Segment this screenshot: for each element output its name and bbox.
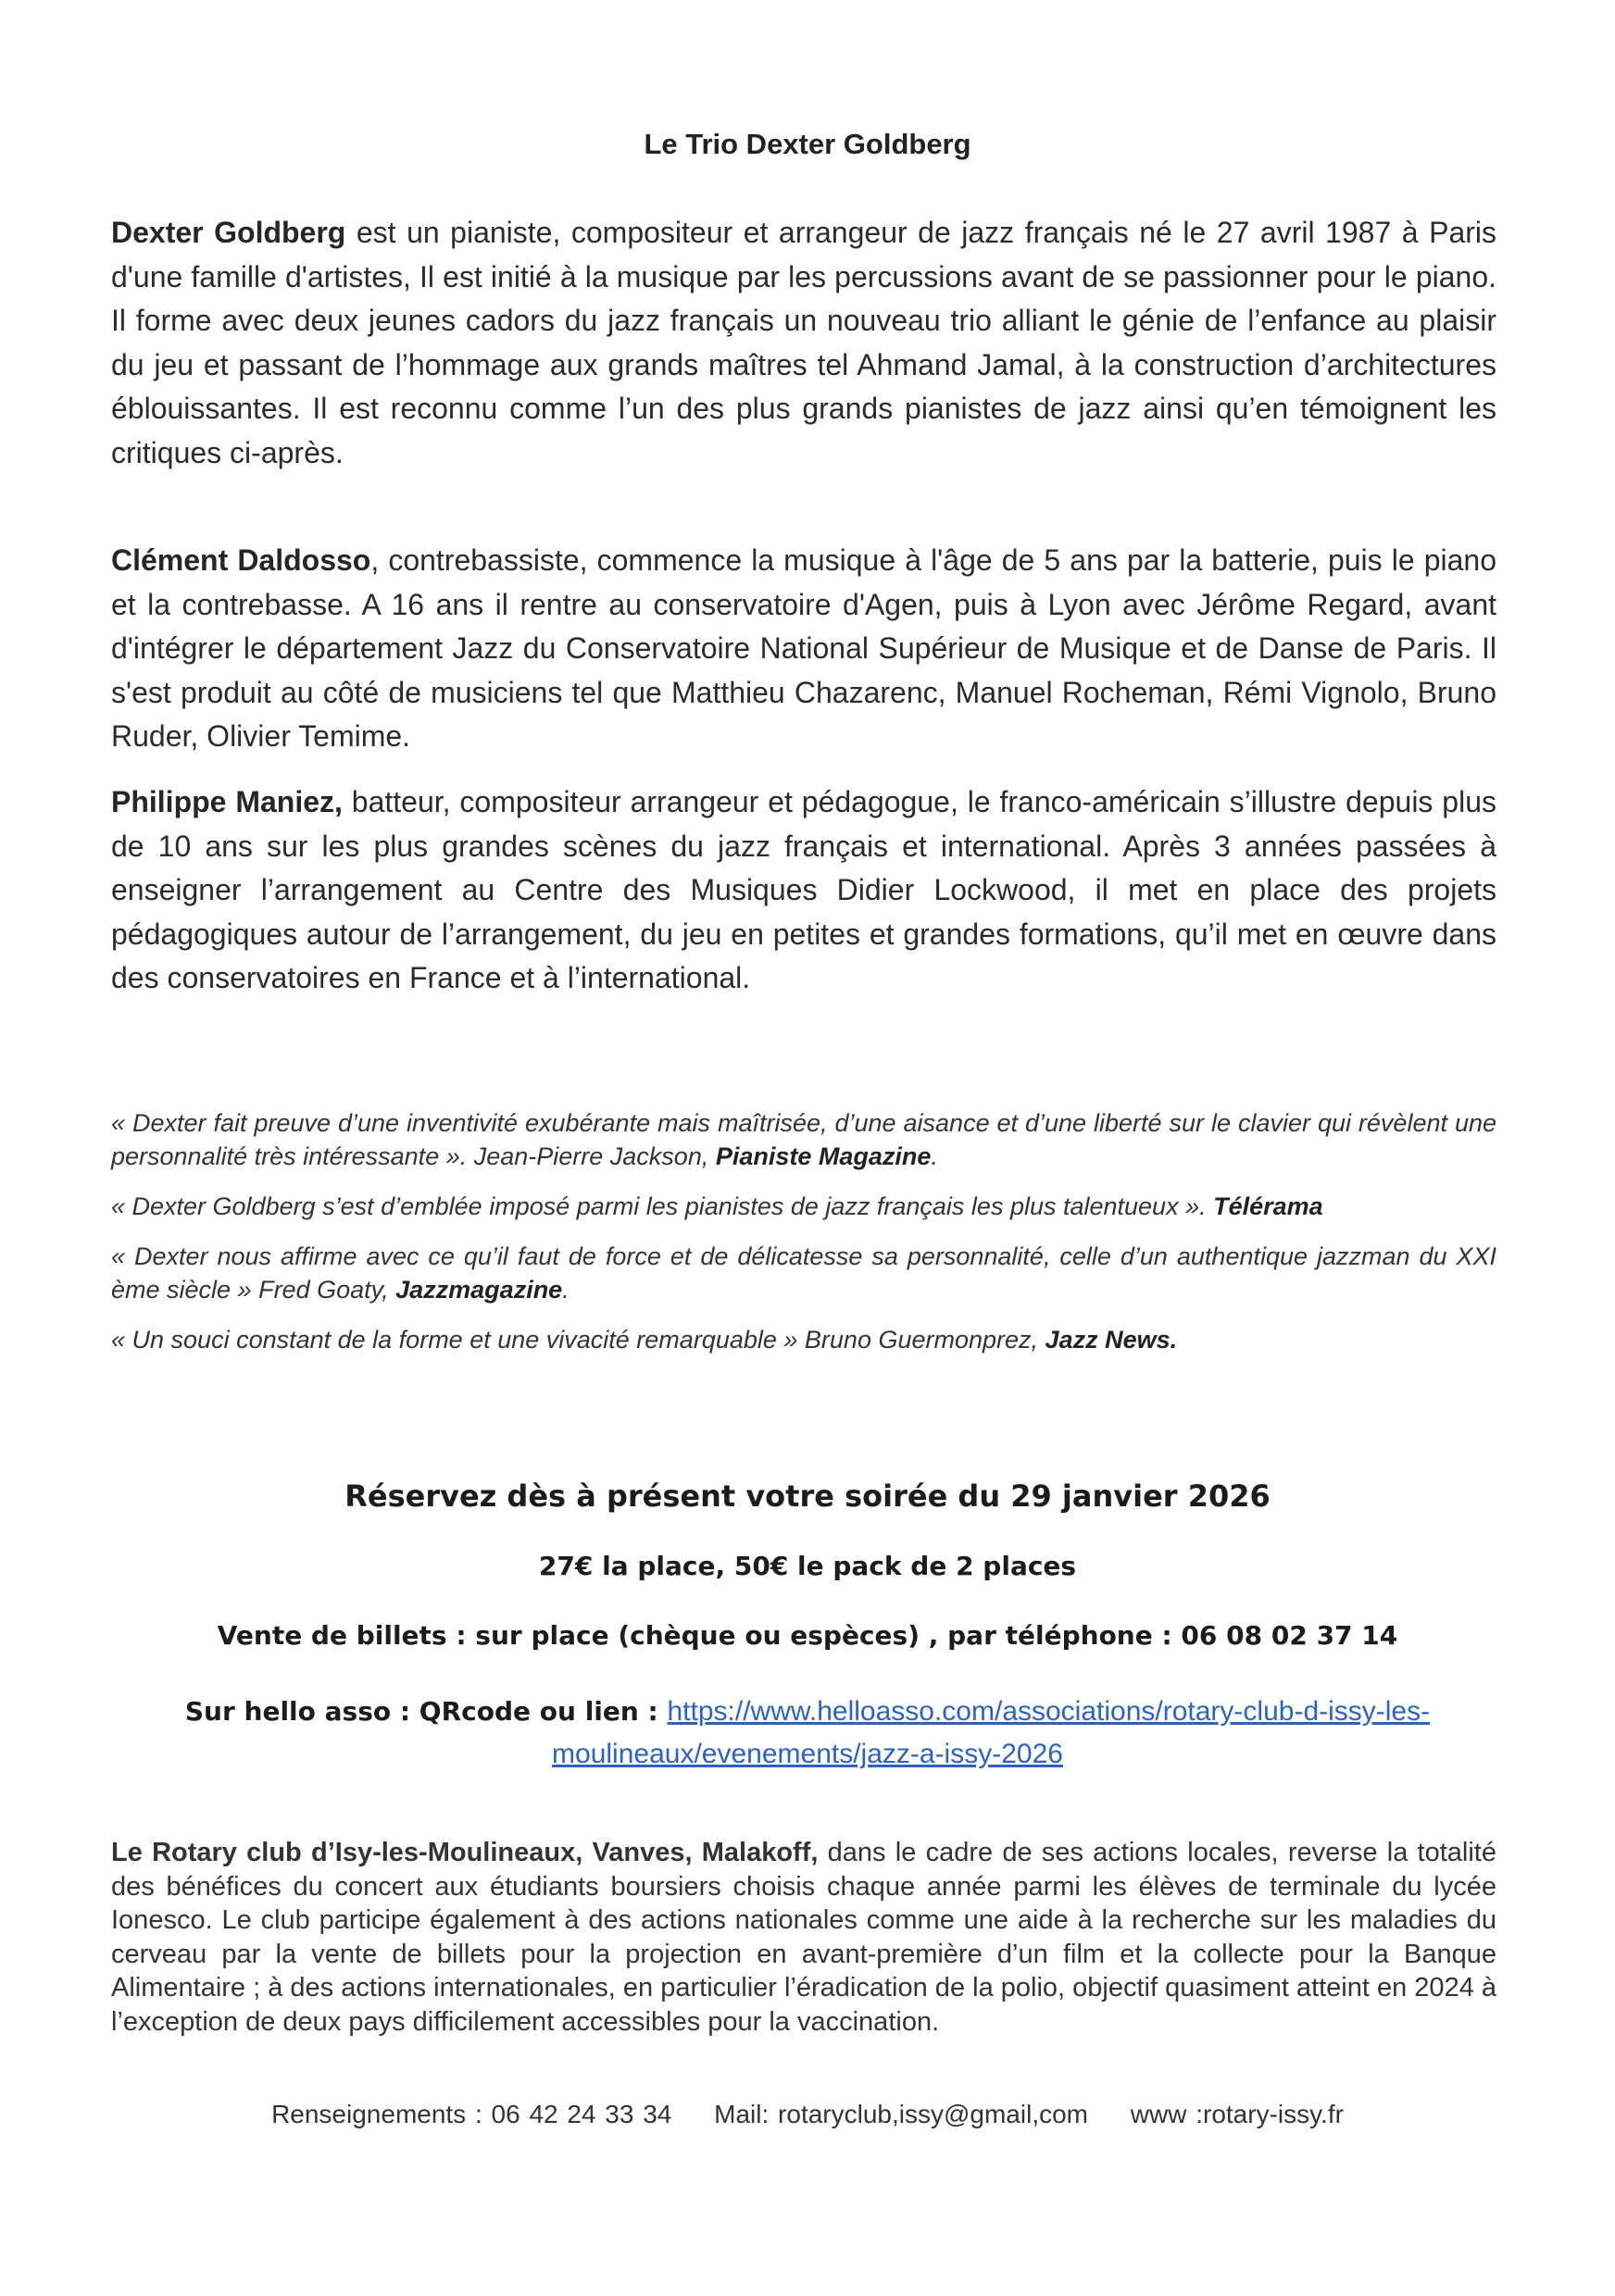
quote-text: « Dexter nous affirme avec ce qu’il faut de force et de délicatesse sa personnalité, celle d’un authentique jazzman du XXI ème siècle » Fred Goaty,: [111, 1242, 1496, 1304]
bio-clement-text: , contrebassiste, commence la musique à l'âge de 5 ans par la batterie, puis le piano et la contrebasse. A 16 ans il rentre au conservatoire d'Agen, puis à Lyon avec Jérôme Regard, avant d'intégrer le département Jazz du Conservatoire National Supérieur de Musique et de Danse de Paris. Il s'est produit au côté de musiciens tel que Matthieu Chazarenc, Manuel Rocheman, Rémi Vignolo, Bruno Ruder, Olivier Temime.: [111, 543, 1497, 753]
press-quote: [111, 1240, 1496, 1306]
bio-dexter-name: Dexter Goldberg: [111, 216, 346, 249]
rotary-paragraph: [111, 1836, 1496, 2039]
bio-clement: [111, 539, 1496, 759]
booking-headline: Réservez dès à présent votre soirée du 29 janvier 2026: [344, 1479, 1271, 1514]
quote-source: Télérama: [1213, 1192, 1323, 1220]
press-quote: [111, 1106, 1496, 1173]
bio-clement-name: Clément Daldosso: [111, 543, 371, 577]
contacts-line: [0, 2100, 1615, 2129]
rotary-name: Le Rotary club d’Isy-les-Moulineaux, Vanves, Malakoff,: [111, 1838, 819, 1867]
quote-source: Pianiste Magazine: [715, 1142, 932, 1170]
press-quote: [111, 1190, 1496, 1223]
bio-philippe-name: Philippe Maniez,: [111, 785, 343, 818]
bio-philippe: [111, 780, 1496, 1001]
quote-source: Jazz News.: [1045, 1326, 1178, 1354]
helloasso-link-continued[interactable]: moulineaux/evenements/jazz-a-issy-2026: [552, 1739, 1063, 1769]
quote-tail: .: [562, 1276, 570, 1304]
contact-mail[interactable]: Mail: rotaryclub,issy@gmail,com: [714, 2100, 1088, 2128]
contact-phone: Renseignements : 06 42 24 33 34: [271, 2100, 672, 2128]
booking-sales: Vente de billets : sur place (chèque ou espèces) , par téléphone : 06 08 02 37 14: [217, 1620, 1398, 1651]
bio-philippe-text: batteur, compositeur arrangeur et pédagogue, le franco-américain s’illustre depuis plus de 10 ans sur les plus grandes scènes du jazz français et international. Après 3 années passées à enseigner l’arrangement au Centre des Musiques Didier Lockwood, il met en place des projets pédagogiques autour de l’arrangement, du jeu en petites et grandes formations, qu’il met en œuvre dans des conservatoires en France et à l’international.: [111, 785, 1496, 994]
quote-tail: .: [931, 1142, 938, 1170]
booking-online-label: Sur hello asso : QRcode ou lien :: [184, 1696, 668, 1727]
rotary-text: dans le cadre de ses actions locales, reverse la totalité des bénéfices du concert aux étudiants boursiers choisis chaque année parmi les élèves de terminale du lycée Ionesco. Le club participe également à des actions nationales comme une aide à la recherche sur les maladies du cerveau par la vente de billets pour la projection en avant-première d’un film et la collecte pour la Banque Alimentaire ; à des actions internationales, en particulier l’éradication de la polio, objectif quasiment atteint en 2024 à l’exception de deux pays difficilement accessibles pour la vaccination.: [111, 1838, 1497, 2037]
contact-web[interactable]: www :rotary-issy.fr: [1130, 2100, 1344, 2128]
press-quote: [111, 1323, 1496, 1356]
document-title: Le Trio Dexter Goldberg: [644, 128, 971, 160]
booking-online: [0, 1691, 1615, 1776]
bio-dexter: [111, 211, 1496, 475]
quote-source: Jazzmagazine: [395, 1276, 563, 1304]
press-quotes: [111, 1106, 1496, 1373]
helloasso-link[interactable]: https://www.helloasso.com/associations/rotary-club-d-issy-les-: [667, 1696, 1431, 1727]
booking-prices: 27€ la place, 50€ le pack de 2 places: [538, 1551, 1077, 1581]
quote-text: « Dexter fait preuve d’une inventivité exubérante mais maîtrisée, d’une aisance et d’une liberté sur le clavier qui révèlent une personnalité très intéressante ». Jean-Pierre Jackson,: [111, 1109, 1496, 1170]
quote-text: « Dexter Goldberg s’est d’emblée imposé parmi les pianistes de jazz français les plus talentueux ».: [111, 1192, 1214, 1220]
quote-text: « Un souci constant de la forme et une vivacité remarquable » Bruno Guermonprez,: [111, 1326, 1045, 1354]
bio-dexter-text: est un pianiste, compositeur et arrangeur de jazz français né le 27 avril 1987 à Paris d'une famille d'artistes, Il est initié à la musique par les percussions avant de se passionner pour le piano. Il forme avec deux jeunes cadors du jazz français un nouveau trio alliant le génie de l’enfance au plaisir du jeu et passant de l’hommage aux grands maîtres tel Ahmand Jamal, à la construction d’architectures éblouissantes. Il est reconnu comme l’un des plus grands pianistes de jazz ainsi qu’en témoignent les critiques ci-après.: [111, 216, 1496, 469]
